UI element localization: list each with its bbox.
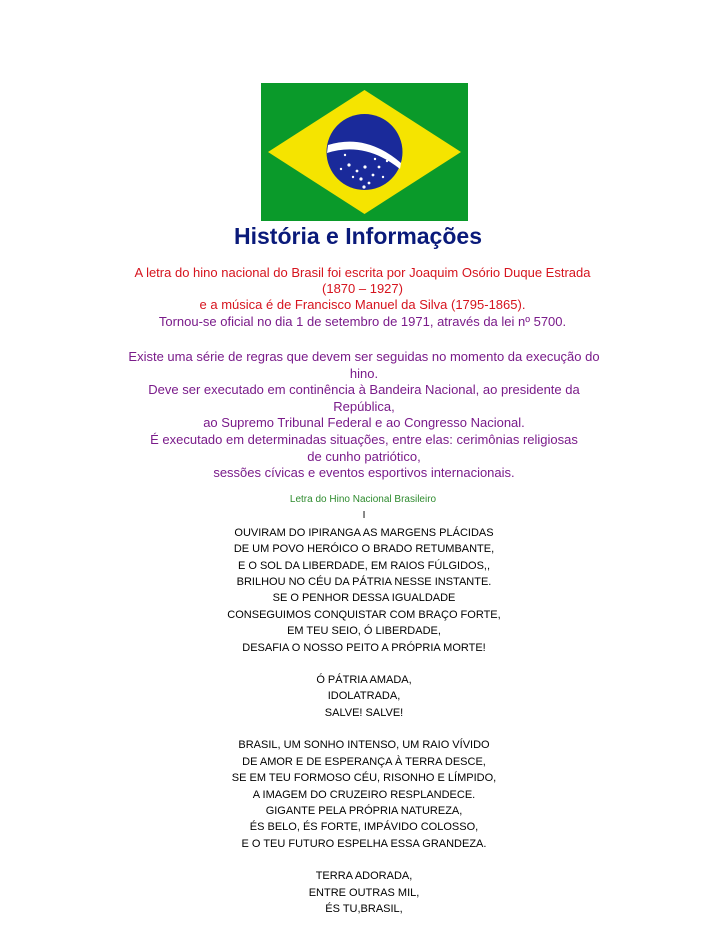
lyrics-line: DE UM POVO HERÓICO O BRADO RETUMBANTE, <box>233 543 495 556</box>
page-title <box>0 221 728 251</box>
intro-line: Tornou-se oficial no dia 1 de setembro de 1971, através da lei nº 5700. <box>158 313 567 329</box>
intro-paragraph <box>100 265 625 330</box>
lyrics-stanza <box>0 525 728 656</box>
lyrics-part-number: I <box>362 510 366 522</box>
intro-line: (1870 – 1927) <box>322 281 403 297</box>
lyrics-line: Ó PÁTRIA AMADA, <box>316 674 412 687</box>
rules-line: de cunho patriótico, <box>307 448 421 464</box>
rules-line: Existe uma série de regras que devem ser seguidas no momento da execução do <box>128 349 600 364</box>
lyrics-chorus <box>0 868 728 917</box>
lyrics-line: OUVIRAM DO IPIRANGA AS MARGENS PLÁCIDAS <box>234 526 494 539</box>
intro-line: A letra do hino nacional do Brasil foi escrita por Joaquim Osório Duque Estrada <box>134 265 591 280</box>
intro-line: e a música é de Francisco Manuel da Silva (1795-1865). <box>199 297 526 313</box>
rules-line: hino. <box>349 365 379 381</box>
lyrics-line: E O TEU FUTURO ESPELHA ESSA GRANDEZA. <box>241 837 487 850</box>
lyrics-line: CONSEGUIMOS CONQUISTAR COM BRAÇO FORTE, <box>227 608 501 621</box>
lyrics-line: BRILHOU NO CÉU DA PÁTRIA NESSE INSTANTE. <box>236 576 492 589</box>
lyrics-line: ENTRE OUTRAS MIL, <box>308 886 420 899</box>
lyrics-line: E O SOL DA LIBERDADE, EM RAIOS FÚLGIDOS,, <box>237 559 491 572</box>
lyrics-line: SE EM TEU FORMOSO CÉU, RISONHO E LÍMPIDO, <box>231 772 497 785</box>
lyrics-line: A IMAGEM DO CRUZEIRO RESPLANDECE. <box>252 788 476 801</box>
rules-line: República, <box>333 398 395 414</box>
rules-line: É executado em determinadas situações, entre elas: cerimônias religiosas <box>150 431 578 447</box>
rules-line: ao Supremo Tribunal Federal e ao Congresso Nacional. <box>203 415 525 431</box>
rules-paragraph <box>100 349 628 482</box>
lyrics-line: ÉS TU,BRASIL, <box>325 902 403 915</box>
lyrics-line: DE AMOR E DE ESPERANÇA À TERRA DESCE, <box>242 755 486 768</box>
lyrics-line: TERRA ADORADA, <box>315 870 413 883</box>
rules-line: sessões cívicas e eventos esportivos internacionais. <box>213 465 515 481</box>
lyrics-line: EM TEU SEIO, Ó LIBERDADE, <box>287 625 441 638</box>
lyrics-line: DESAFIA O NOSSO PEITO A PRÓPRIA MORTE! <box>242 641 486 654</box>
lyrics-line: ÉS BELO, ÉS FORTE, IMPÁVIDO COLOSSO, <box>249 821 479 834</box>
brazil-flag-image <box>261 83 468 221</box>
brazil-flag-icon <box>261 83 468 221</box>
lyrics-line: IDOLATRADA, <box>327 690 401 703</box>
lyrics-line: SE O PENHOR DESSA IGUALDADE <box>272 592 456 605</box>
page-title-text: História e Informações <box>234 223 482 249</box>
lyrics-line: BRASIL, UM SONHO INTENSO, UM RAIO VÍVIDO <box>238 739 490 752</box>
rules-line: Deve ser executado em continência à Bandeira Nacional, ao presidente da <box>148 382 580 398</box>
flag-blue-globe <box>327 114 403 190</box>
lyrics-heading: Letra do Hino Nacional Brasileiro <box>289 494 437 505</box>
anthem-lyrics <box>0 492 728 933</box>
lyrics-line: GIGANTE PELA PRÓPRIA NATUREZA, <box>265 804 463 817</box>
lyrics-stanza <box>0 737 728 852</box>
lyrics-chorus <box>0 672 728 721</box>
lyrics-line: SALVE! SALVE! <box>324 706 404 719</box>
